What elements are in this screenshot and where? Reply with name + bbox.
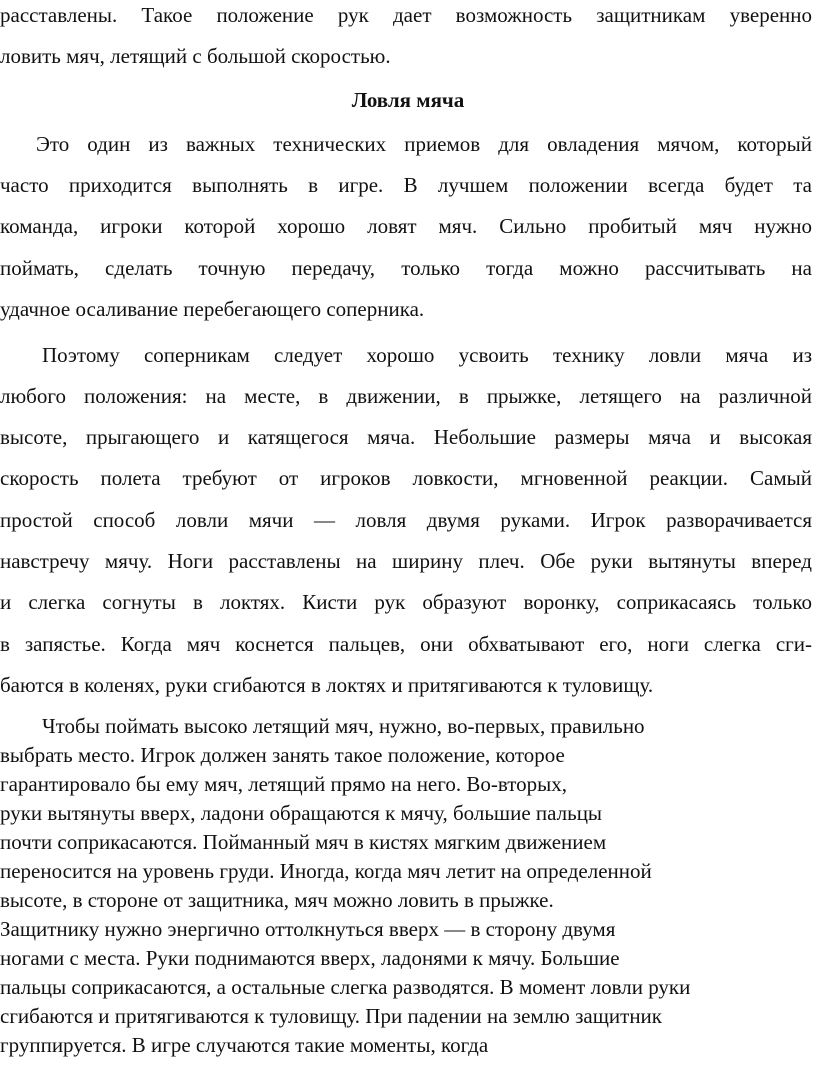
- text-line: удачное осаливание перебегающего соперника.: [0, 297, 425, 321]
- text-line: и слегка согнуты в локтях. Кисти рук образуют воронку, соприкасаясь только: [0, 590, 812, 614]
- text-line: расставлены. Такое положение рук дает возможность защитникам уверенно: [0, 3, 812, 27]
- text-line: группируется. В игре случаются такие моменты, когда: [0, 1033, 489, 1057]
- text-line: выбрать место. Игрок должен занять такое положение, которое: [0, 743, 565, 767]
- text-line: высоте, прыгающего и катящегося мяча. Небольшие размеры мяча и высокая: [0, 425, 812, 449]
- text-line: Защитнику нужно энергично оттолкнуться вверх — в сторону двумя: [0, 917, 616, 941]
- text-line: сгибаются и притягиваются к туловищу. При падении на землю защитник: [0, 1004, 662, 1028]
- text-line: в запястье. Когда мяч коснется пальцев, они обхватывают его, ноги слегка сги-: [0, 632, 812, 656]
- text-line: пальцы соприкасаются, а остальные слегка разводятся. В момент ловли руки: [0, 975, 691, 999]
- text-line: Поэтому соперникам следует хорошо усвоить технику ловли мяча из: [42, 343, 812, 367]
- text-line: команда, игроки которой хорошо ловят мяч. Сильно пробитый мяч нужно: [0, 214, 812, 238]
- text-line: баются в коленях, руки сгибаются в локтях и притягиваются к туловищу.: [0, 673, 654, 697]
- text-line: любого положения: на месте, в движении, в прыжке, летящего на различной: [0, 384, 812, 408]
- section-heading: Ловля мяча: [351, 88, 465, 112]
- text-line: навстречу мячу. Ноги расставлены на ширину плеч. Обе руки вытянуты вперед: [0, 549, 812, 573]
- text-line: Чтобы поймать высоко летящий мяч, нужно, во-первых, правильно: [42, 714, 645, 738]
- text-line: часто приходится выполнять в игре. В лучшем положении всегда будет та: [0, 173, 812, 197]
- text-line: скорость полета требуют от игроков ловкости, мгновенной реакции. Самый: [0, 466, 812, 490]
- text-line: простой способ ловли мячи — ловля двумя руками. Игрок разворачивается: [0, 508, 812, 532]
- text-line: почти соприкасаются. Пойманный мяч в кистях мягким движением: [0, 830, 607, 854]
- text-line: ногами с места. Руки поднимаются вверх, ладонями к мячу. Большие: [0, 946, 620, 970]
- text-line: руки вытянуты вверх, ладони обращаются к мячу, большие пальцы: [0, 801, 603, 825]
- text-line: переносится на уровень груди. Иногда, когда мяч летит на определенной: [0, 859, 652, 883]
- text-line: гарантировало бы ему мяч, летящий прямо на него. Во-вторых,: [0, 772, 567, 796]
- text-line: высоте, в стороне от защитника, мяч можно ловить в прыжке.: [0, 888, 554, 912]
- text-line: поймать, сделать точную передачу, только тогда можно рассчитывать на: [0, 256, 812, 280]
- text-line: Это один из важных технических приемов для овладения мячом, который: [36, 132, 812, 156]
- text-line: ловить мяч, летящий с большой скоростью.: [0, 44, 391, 68]
